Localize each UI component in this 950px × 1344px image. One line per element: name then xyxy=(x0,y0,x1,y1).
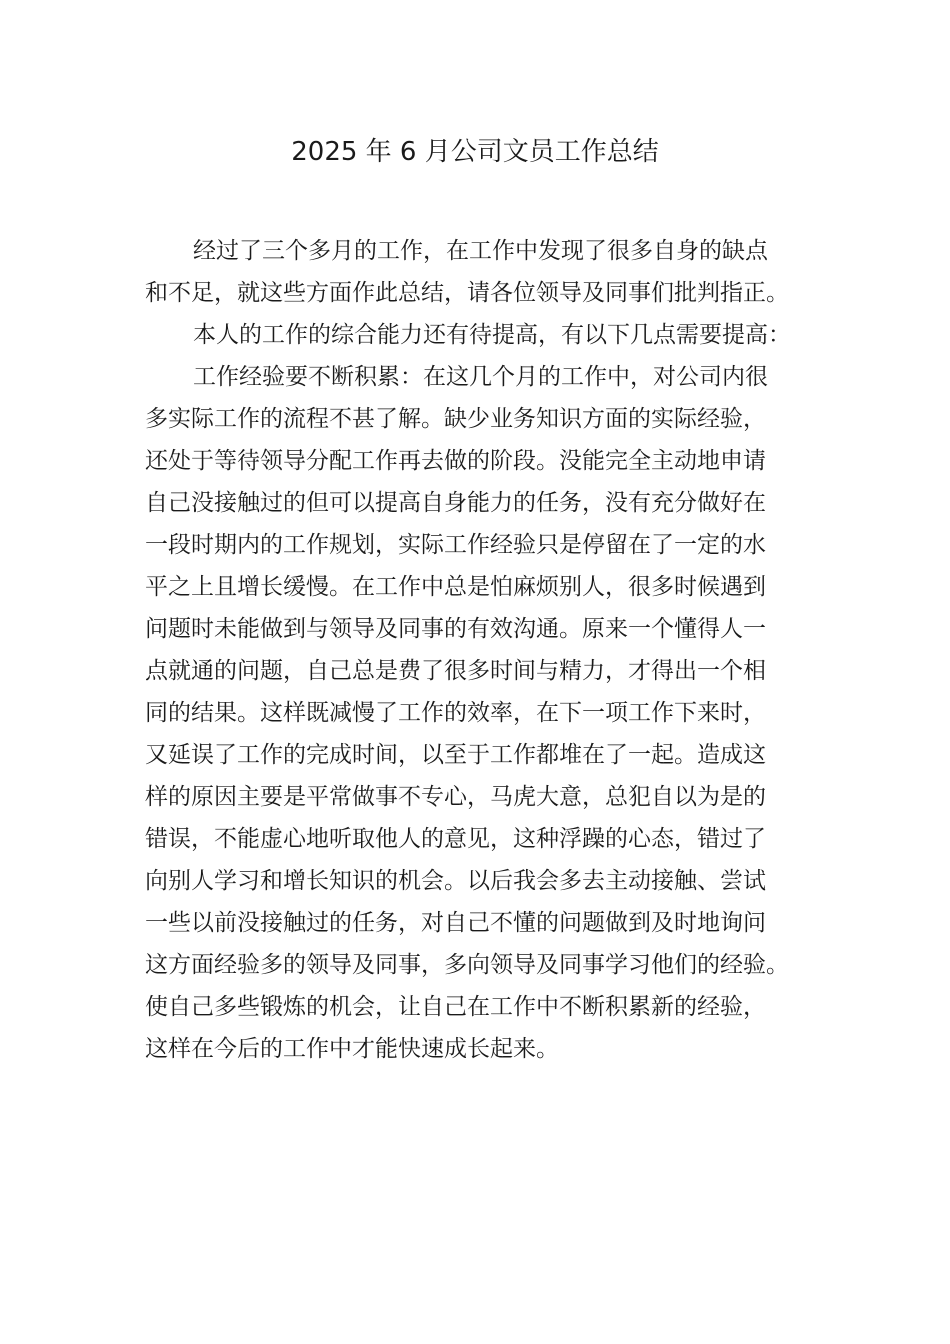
document-body xyxy=(145,230,865,1070)
body-line: 向别人学习和增长知识的机会。以后我会多去主动接触、尝试 xyxy=(145,868,766,894)
body-line: 多实际工作的流程不甚了解。缺少业务知识方面的实际经验， xyxy=(145,406,766,432)
body-line: 一些以前没接触过的任务，对自己不懂的问题做到及时地询问 xyxy=(145,910,766,936)
body-line: 还处于等待领导分配工作再去做的阶段。没能完全主动地申请 xyxy=(145,448,766,474)
body-line: 本人的工作的综合能力还有待提高，有以下几点需要提高： xyxy=(193,322,791,348)
body-line: 一段时期内的工作规划，实际工作经验只是停留在了一定的水 xyxy=(145,532,766,558)
body-line: 样的原因主要是平常做事不专心，马虎大意，总犯自以为是的 xyxy=(145,784,766,810)
body-line: 使自己多些锻炼的机会，让自己在工作中不断积累新的经验， xyxy=(145,994,766,1020)
document-title: 2025 年 6 月公司文员工作总结 xyxy=(291,137,659,167)
body-line: 问题时未能做到与领导及同事的有效沟通。原来一个懂得人一 xyxy=(145,616,766,642)
body-line: 同的结果。这样既减慢了工作的效率，在下一项工作下来时， xyxy=(145,700,766,726)
body-line: 错误，不能虚心地听取他人的意见，这种浮躁的心态，错过了 xyxy=(145,826,766,852)
body-line: 工作经验要不断积累：在这几个月的工作中，对公司内很 xyxy=(193,364,768,390)
body-line: 又延误了工作的完成时间，以至于工作都堆在了一起。造成这 xyxy=(145,742,766,768)
body-line: 经过了三个多月的工作，在工作中发现了很多自身的缺点 xyxy=(193,238,768,264)
body-line: 自己没接触过的但可以提高自身能力的任务，没有充分做好在 xyxy=(145,490,766,516)
body-line: 点就通的问题，自己总是费了很多时间与精力，才得出一个相 xyxy=(145,658,766,684)
body-line: 平之上且增长缓慢。在工作中总是怕麻烦别人，很多时候遇到 xyxy=(145,574,766,600)
body-line: 这样在今后的工作中才能快速成长起来。 xyxy=(145,1036,559,1062)
body-line: 和不足，就这些方面作此总结，请各位领导及同事们批判指正。 xyxy=(145,280,789,306)
body-line: 这方面经验多的领导及同事，多向领导及同事学习他们的经验。 xyxy=(145,952,789,978)
